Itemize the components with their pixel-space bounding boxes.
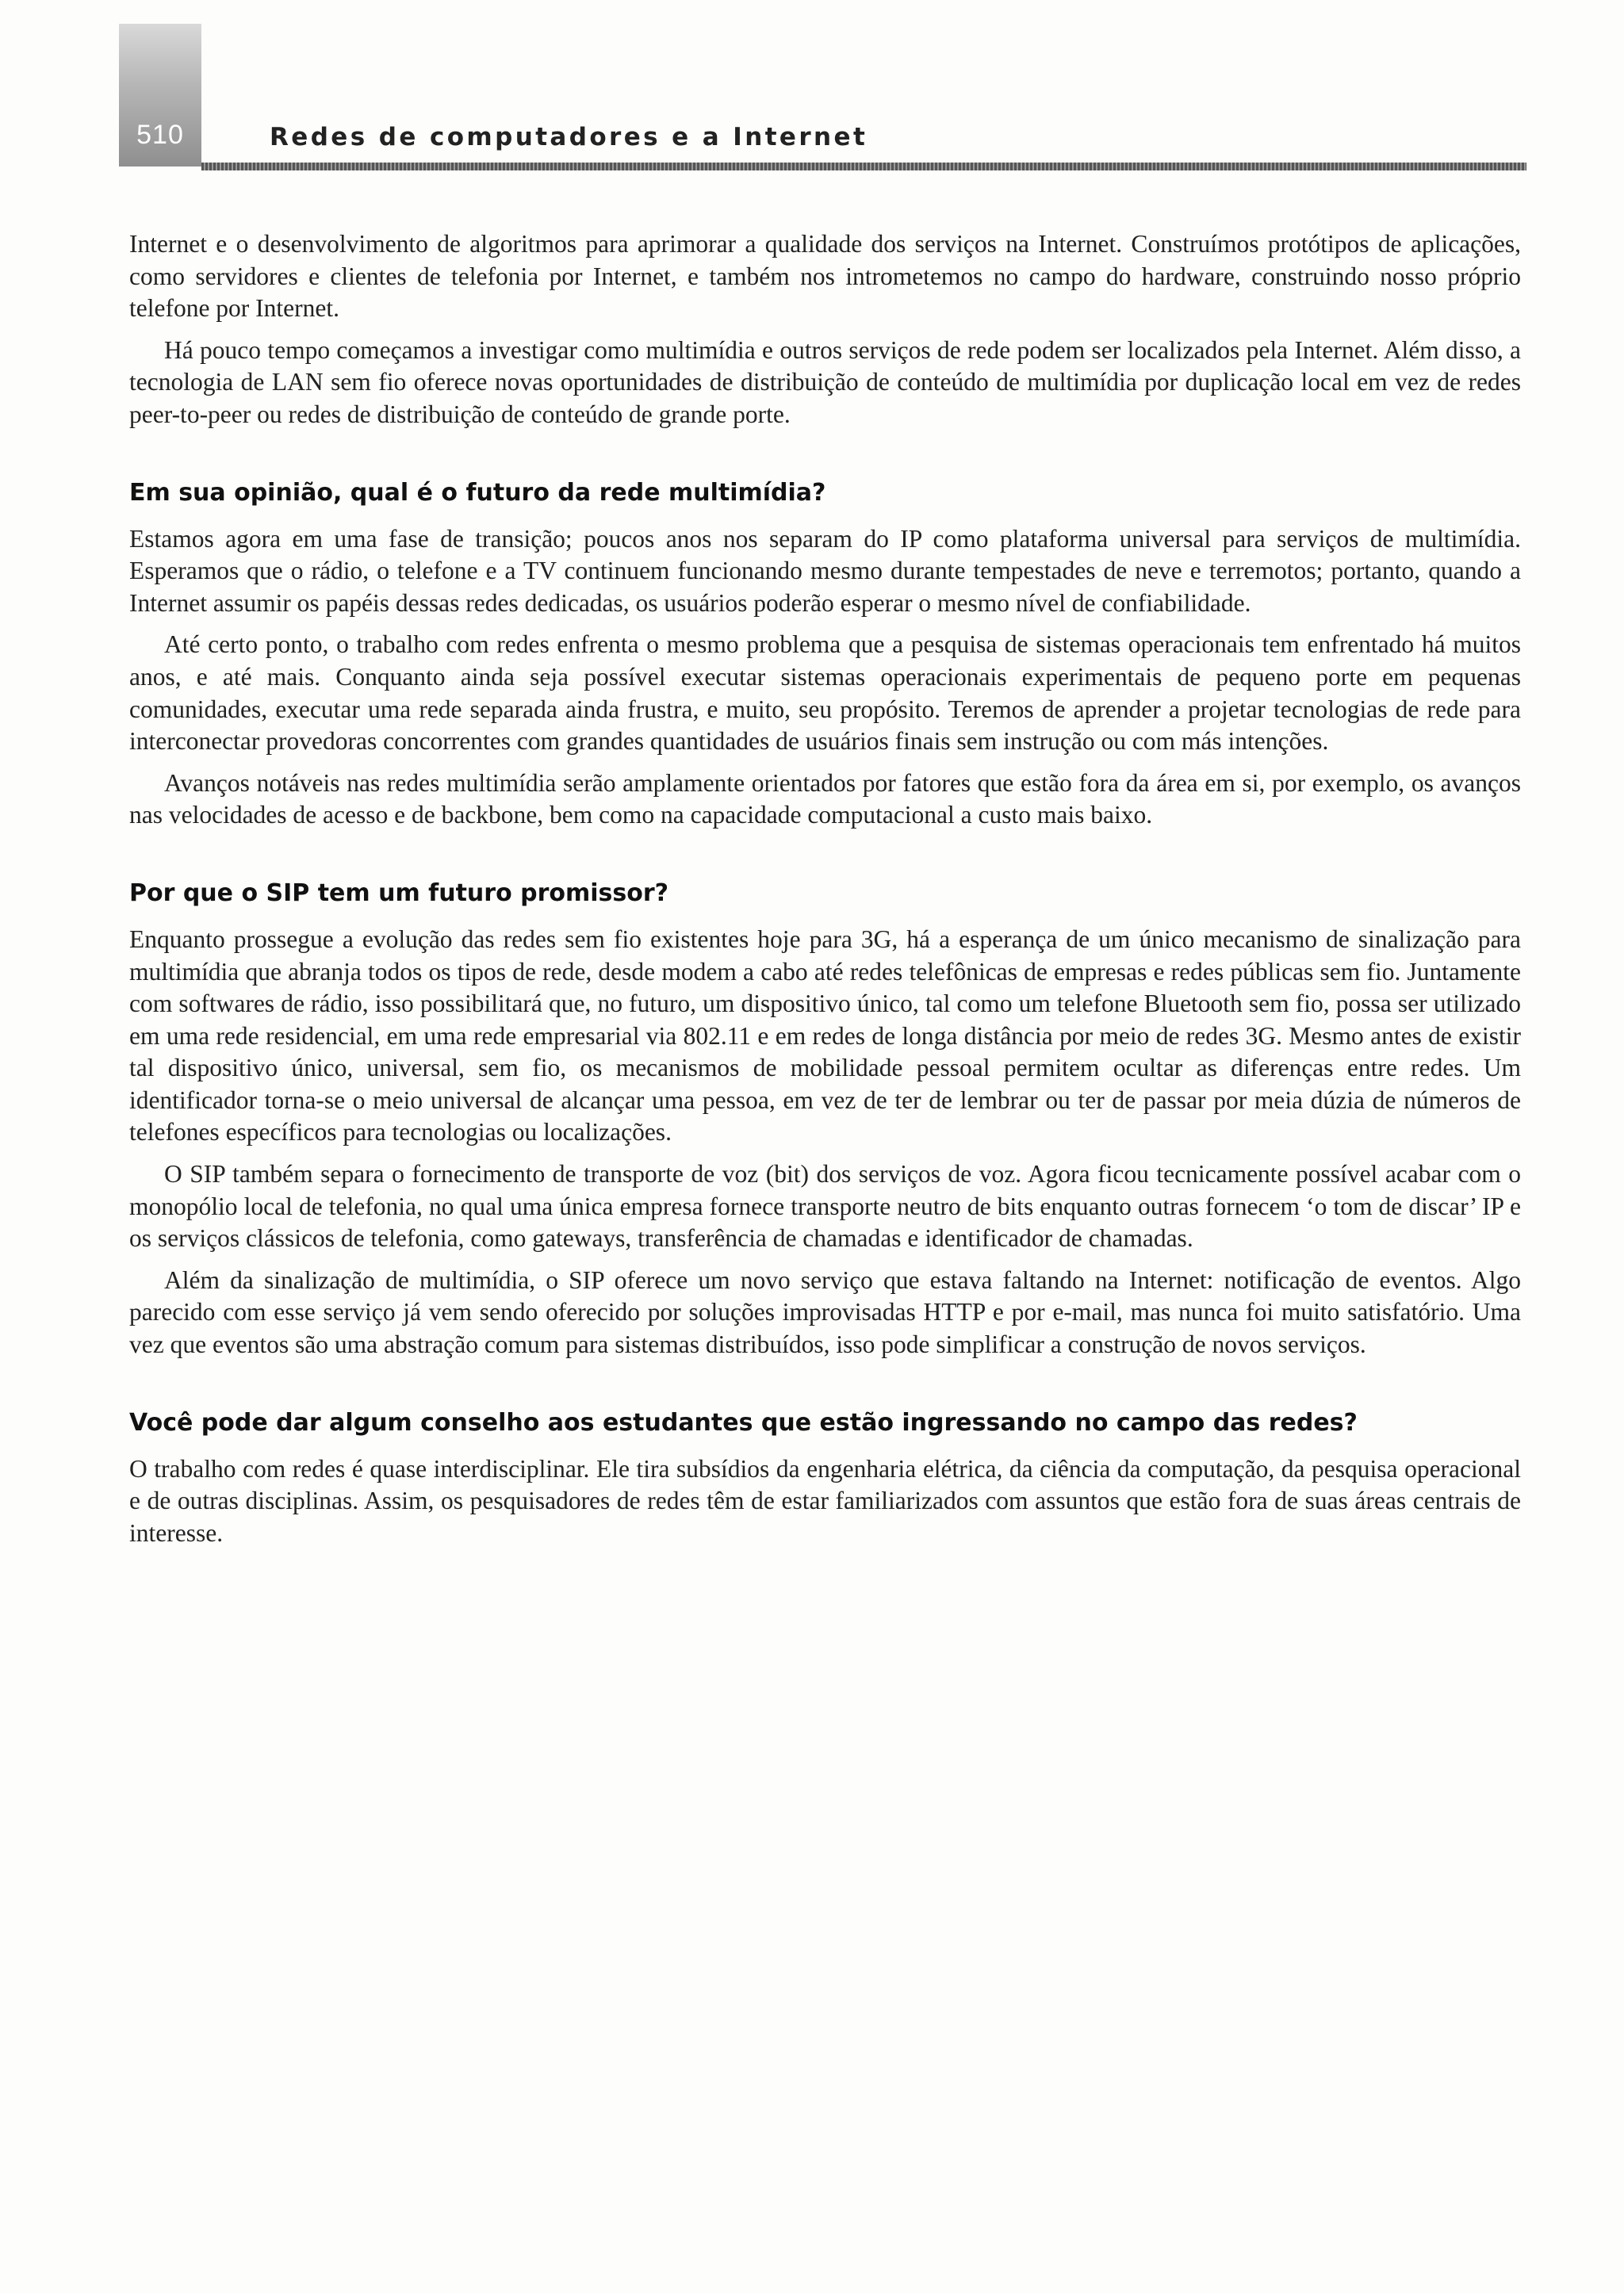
paragraph: Estamos agora em uma fase de transição; poucos anos nos separam do IP como plataforma universal para serviços de multimídia. Esperamos que o rádio, o telefone e a TV continuem funcionando mesmo durante tempestades de neve e terremotos; portanto, quando a Internet assumir os papéis dessas redes dedicadas, os usuários poderão esperar o mesmo nível de confiabilidade.: [129, 524, 1521, 617]
paragraph: Enquanto prossegue a evolução das redes sem fio existentes hoje para 3G, há a esperança de um único mecanismo de sinalização para multimídia que abranja todos os tipos de rede, desde modem a cabo até redes telefônicas de empresas e redes públicas sem fio. Juntamente com softwares de rádio, isso possibilitará que, no futuro, um dispositivo único, tal como um telefone Bluetooth sem fio, possa ser utilizado em uma rede residencial, em uma rede empresarial via 802.11 e em redes de longa distância por meio de redes 3G. Mesmo antes de existir tal dispositivo único, universal, sem fio, os mecanismos de mobilidade pessoal permitem ocultar as diferenças entre redes. Um identificador torna-se o meio universal de alcançar uma pessoa, em vez de ter de lembrar ou ter de passar por meia dúzia de números de telefones específicos para tecnologias ou localizações.: [129, 924, 1521, 1146]
running-title: Redes de computadores e a Internet: [270, 123, 868, 151]
page-number: 510: [136, 120, 184, 150]
section-heading: Em sua opinião, qual é o futuro da rede multimídia?: [129, 478, 826, 507]
paragraph: Além da sinalização de multimídia, o SIP oferece um novo serviço que estava faltando na Internet: notificação de eventos. Algo parecido com esse serviço já vem sendo oferecido por soluções improvisadas HTTP e por e-mail, mas nunca foi muito satisfatório. Uma vez que eventos são uma abstração comum para sistemas distribuídos, isso pode simplificar a construção de novos serviços.: [129, 1265, 1521, 1359]
page-number-tab: [119, 24, 201, 167]
paragraph: Há pouco tempo começamos a investigar como multimídia e outros serviços de rede podem ser localizados pela Internet. Além disso, a tecnologia de LAN sem fio oferece novas oportunidades de distribuição de conteúdo de multimídia por duplicação local em vez de redes peer-to-peer ou redes de distribuição de conteúdo de grande porte.: [129, 335, 1521, 428]
section-heading: Por que o SIP tem um futuro promissor?: [129, 879, 669, 907]
paragraph: Internet e o desenvolvimento de algoritmos para aprimorar a qualidade dos serviços na Internet. Construímos protótipos de aplicações, como servidores e clientes de telefonia por Internet, e também nos intrometemos no campo do hardware, construindo nosso próprio telefone por Internet.: [129, 230, 1521, 323]
paragraph: O trabalho com redes é quase interdisciplinar. Ele tira subsídios da engenharia elétrica, da ciência da computação, da pesquisa operacional e de outras disciplinas. Assim, os pesquisadores de redes têm de estar familiarizados com assuntos que estão fora de suas áreas centrais de interesse.: [129, 1454, 1521, 1547]
page-body: [129, 228, 1521, 1559]
paragraph: O SIP também separa o fornecimento de transporte de voz (bit) dos serviços de voz. Agora ficou tecnicamente possível acabar com o monopólio local de telefonia, no qual uma única empresa fornece transporte neutro de bits enquanto outras fornecem ‘o tom de discar’ IP e os serviços clássicos de telefonia, como gateways, transferência de chamadas e identificador de chamadas.: [129, 1160, 1521, 1253]
header-rule: [201, 163, 1526, 170]
paragraph: Até certo ponto, o trabalho com redes enfrenta o mesmo problema que a pesquisa de sistemas operacionais tem enfrentado há muitos anos, e até mais. Conquanto ainda seja possível executar sistemas operacionais experimentais de pequeno porte em pequenas comunidades, executar uma rede separada ainda frustra, e muito, seu propósito. Teremos de aprender a projetar tecnologias de rede para interconectar provedoras concorrentes com grandes quantidades de usuários finais sem instrução ou com más intenções.: [129, 630, 1521, 756]
page-header: [119, 24, 1526, 168]
paragraph: Avanços notáveis nas redes multimídia serão amplamente orientados por fatores que estão fora da área em si, por exemplo, os avanços nas velocidades de acesso e de backbone, bem como na capacidade computacional a custo mais baixo.: [129, 768, 1521, 829]
section-heading: Você pode dar algum conselho aos estudantes que estão ingressando no campo das redes?: [129, 1408, 1358, 1437]
